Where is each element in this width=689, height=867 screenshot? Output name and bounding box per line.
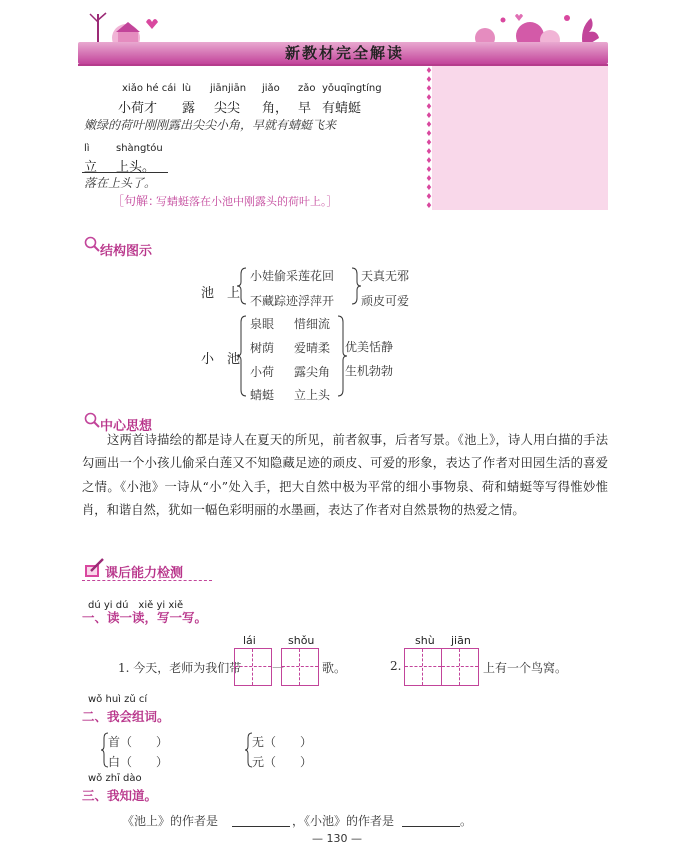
pinyin: lù bbox=[182, 83, 192, 94]
pinyin: wǒ huì zǔ cí bbox=[88, 694, 148, 705]
structure-item: 爱晴柔 bbox=[294, 341, 331, 355]
dotted-divider: ♦ ♦ ♦ ♦ ♦ ♦ ♦ ♦ ♦ ♦ ♦ ♦ ♦ ♦ ♦ ♦ bbox=[425, 66, 433, 210]
question-text: ，《小池》的作者是 bbox=[292, 814, 395, 828]
structure-label: 小 池 bbox=[201, 352, 241, 367]
pinyin: jiānjiān bbox=[210, 83, 247, 94]
writing-grid[interactable] bbox=[234, 648, 272, 686]
poem-explanation: 落在上头了。 bbox=[84, 176, 157, 190]
poem-text: 上头。 bbox=[116, 160, 156, 175]
word-blank[interactable]: 白（ ） bbox=[108, 755, 169, 769]
pinyin: shǒu bbox=[288, 634, 315, 647]
pinyin: wǒ zhī dào bbox=[88, 773, 142, 784]
jujie-label: ［句解： bbox=[112, 194, 161, 208]
book-title: 新教材完全解读 bbox=[284, 44, 404, 62]
word-blank[interactable]: 元（ ） bbox=[252, 755, 313, 769]
answer-blank[interactable] bbox=[402, 812, 460, 827]
magnifier-icon bbox=[84, 236, 100, 252]
pinyin: shàngtóu bbox=[116, 143, 163, 154]
question-title: 二、我会组词。 bbox=[82, 709, 170, 724]
pinyin: jiǎo bbox=[262, 83, 280, 94]
structure-result: 天真无邪 bbox=[361, 269, 410, 283]
structure-item: 泉眼 bbox=[250, 317, 275, 331]
structure-label: 池 上 bbox=[201, 286, 241, 301]
section-heading: 中心思想 bbox=[100, 419, 153, 434]
structure-item: 不藏踪迹浮萍开 bbox=[250, 294, 335, 308]
pinyin: dú yi dú xiě yi xiě bbox=[88, 600, 184, 611]
question-text: 一 bbox=[272, 661, 285, 675]
question-title: 一、读一读，写一写。 bbox=[82, 610, 208, 625]
writing-grid[interactable] bbox=[404, 648, 442, 686]
poem-text: 立 bbox=[84, 160, 98, 175]
word-blank[interactable]: 无（ ） bbox=[252, 735, 313, 749]
section-heading: 结构图示 bbox=[100, 244, 153, 259]
pinyin: zǎo bbox=[298, 83, 316, 94]
pinyin: xiǎo hé cái bbox=[122, 83, 177, 94]
poem-text: 早 bbox=[298, 101, 312, 116]
question-title: 三、我知道。 bbox=[82, 788, 158, 803]
question-text: 歌。 bbox=[322, 661, 347, 675]
heading-underline bbox=[82, 580, 212, 581]
question-text: 《池上》的作者是 bbox=[122, 814, 219, 828]
word-blank[interactable]: 首（ ） bbox=[108, 735, 169, 749]
poem-text: 有蜻蜓 bbox=[322, 101, 362, 116]
pinyin: shù bbox=[415, 634, 435, 647]
poem-text: 角， bbox=[262, 101, 289, 116]
book-pen-icon bbox=[83, 557, 105, 579]
pinyin: lái bbox=[243, 634, 256, 647]
poem-explanation: 嫩绿的荷叶刚刚露出尖尖小角，早就有蜻蜓飞来 bbox=[84, 118, 337, 132]
question-text: 。 bbox=[460, 814, 473, 828]
sidebar-note-panel bbox=[432, 66, 608, 210]
writing-grid[interactable] bbox=[441, 648, 479, 686]
structure-result: 顽皮可爱 bbox=[361, 294, 410, 308]
structure-item: 树荫 bbox=[250, 341, 275, 355]
structure-item: 露尖角 bbox=[294, 365, 331, 379]
writing-grid[interactable] bbox=[281, 648, 319, 686]
poem-text: 尖尖 bbox=[214, 101, 241, 116]
structure-result: 生机勃勃 bbox=[345, 364, 394, 378]
page-number: — 130 — bbox=[312, 832, 362, 845]
underline bbox=[82, 172, 168, 173]
structure-item: 小荷 bbox=[250, 365, 275, 379]
poem-text: 露 bbox=[182, 101, 196, 116]
bracket bbox=[244, 731, 254, 771]
structure-brackets bbox=[236, 264, 366, 404]
exercise-heading: 课后能力检测 bbox=[105, 566, 184, 581]
pinyin: lì bbox=[84, 143, 90, 154]
structure-item: 立上头 bbox=[294, 388, 331, 402]
question-text: 2. bbox=[390, 659, 402, 673]
structure-result: 优美恬静 bbox=[345, 340, 394, 354]
question-text: 1. 今天，老师为我们带 bbox=[118, 661, 242, 675]
question-text: 上有一个鸟窝。 bbox=[483, 661, 568, 675]
answer-blank[interactable] bbox=[232, 812, 290, 827]
structure-item: 小娃偷采莲花回 bbox=[250, 269, 335, 283]
pinyin: jiān bbox=[451, 634, 471, 647]
structure-item: 蜻蜓 bbox=[250, 388, 275, 402]
structure-item: 惜细流 bbox=[294, 317, 331, 331]
jujie-text: 写蜻蜓落在小池中刚露头的荷叶上。］ bbox=[156, 195, 338, 208]
bracket bbox=[100, 731, 110, 771]
poem-text: 小荷才 bbox=[118, 101, 158, 116]
magnifier-icon bbox=[84, 412, 100, 428]
central-paragraph: 这两首诗描绘的都是诗人在夏天的所见，前者叙事，后者写景。《池上》，诗人用白描的手法勾画出一个小孩儿偷采白莲又不知隐藏足迹的顽皮、可爱的形象，表达了作者对田园生活的喜爱之情。《小池》一诗从“小”处入手，把大自然中极为平常的细小事物泉、荷和蜻蜓等写得惟妙惟肖，和谐自然，犹如一幅色彩明丽的水墨画，表达了作者对自然景物的热爱之情。 bbox=[82, 433, 608, 518]
pinyin: yǒuqīngtíng bbox=[322, 83, 382, 94]
